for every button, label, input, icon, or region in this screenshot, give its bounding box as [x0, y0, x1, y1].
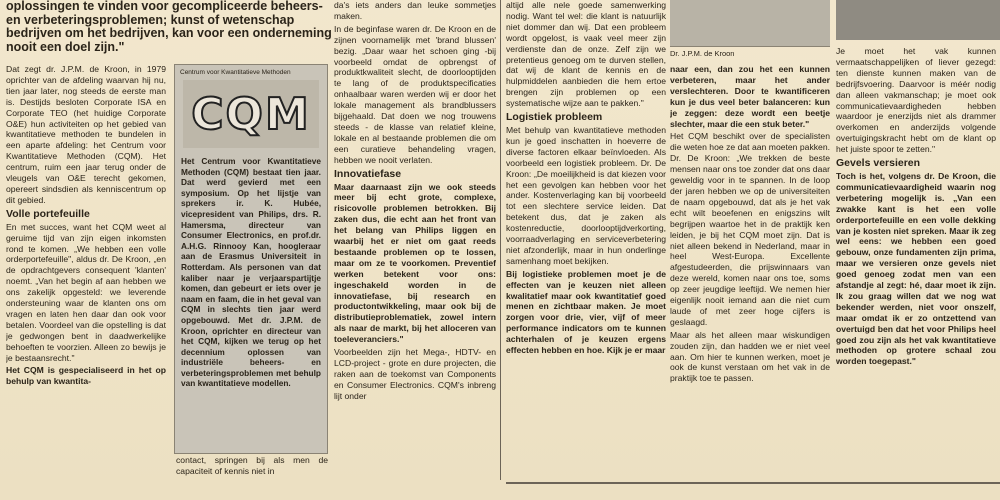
col3-paragraph-4: Voorbeelden zijn het Mega-, HDTV- en LCD-project - grote en dure projecten, die raken aan de toekomst van Components en Consumer Electronics. CQM's inbreng lijt onder: [334, 347, 496, 401]
column-3: [334, 0, 496, 500]
heading-logistiek-probleem: Logistiek probleem: [506, 111, 603, 124]
col6-paragraph-1: Je moet het vak kunnen vermaatschappelijken of liever gezegd: ten dienste kunnen maken van de bedrijfsvoering. Daarvoor is méér nodig dan alleen vakmanschap; je moet ook communicatievaardigheden hebben waardoor je enerzijds niet als drammer overkomen en anderzijds volgende overtuigingskracht hebt om de klant op het juiste spoor te zetten.": [836, 46, 996, 155]
col3-paragraph-1: da's iets anders dan leuke sommetjes maken.: [334, 0, 496, 21]
cqm-logo-text: CQM: [191, 88, 311, 140]
box-text: Het Centrum voor Kwantitatieve Methoden (CQM) bestaat tien jaar. Dat werd gevierd met een symposium. Op het lijstje van sprekers ir. K. Hubée, vicepresident van Philips, drs. R. Hamersma, directeur van Consumer Electronics, en prof.dr. A.H.G. Rinnooy Kan, hoogleraar aan de Erasmus Universiteit in Rotterdam. Als personen van dat kaliber naar je verjaarspartijtje komen, dan gebeurt er iets over je naam en faam, die in het geval van CQM in slechts tien jaar werd opgebouwd. Met dr. J.P.M. de Kroon, oprichter en directeur van het CQM, kijken we terug op het decennium oplossen van industriële beheers- en verbeteringsproblemen met behulp van kwantitatieve modellen.: [181, 156, 321, 389]
column-5: [670, 64, 830, 500]
box-label: Centrum voor Kwantitatieve Methoden: [180, 69, 291, 76]
col1-paragraph-3: Het CQM is gespecialiseerd in het op behulp van kwantita-: [6, 365, 166, 387]
col5-paragraph-2: Het CQM beschikt over de specialisten die weten hoe ze dat aan moeten pakken. Dr. De Kroon: „We trekken de beste mensen naar ons toe zonder dat ons daar geweldig voor in te spannen. In de loop der jaren hebben we op de universiteiten de naam opgebouwd, dat als je het vak echt wilt beoefenen en enigszins wilt begrijpen waartoe het in de praktijk ken leiden, je bij het CQM moet zijn. Dat is niet alleen bekend in Nederland, maar in heel West-Europa. Excellente afgestudeerden, die prijswinnaars van deze wereld, komen naar ons toe, soms op zeer jeugdige leeftijd. We nemen hier eigenlijk nooit iemand aan die niet cum laude of met zeer hoge cijfers is geslaagd.: [670, 131, 830, 327]
col1-paragraph-2: En met succes, want het CQM weet al geruime tijd van zijn eigen inkomsten rond te komen. „We hebben een volle orderportefeuille", aldus dr. De Kroon, „en de opdrachtgevers consequent 'klanten' noemt. „Van het begin af aan hebben we ons zakelijk opgesteld: we leverende ondersteuning waar de klanten ons om vragen en laten hen daar dan ook voor betalen. Voordeel van die opstelling is dat je gedwongen bent in daadwerkelijke behoeften te voorzien. Alleen zo bewijs je je bestaansrecht.": [6, 221, 166, 363]
column-6: [836, 46, 996, 500]
dark-photo-block: [836, 0, 1000, 40]
column-4: [506, 0, 666, 500]
col3-paragraph-2: In de beginfase waren dr. De Kroon en de zijnen voornamelijk met 'brand blussen' bezig. „Daar waar het schoen ging -bij voorbeeld omdat de opbrengst of produktkwaliteit slecht, de doorlooptijden te lang of de produktspecificaties onhaalbaar waren werden wij er door het lokale management als brandblussers bijgehaald. Dat doen we nog trouwens steeds - de klasse van relatief kleine, lokale en al bestaande problemen die om een curatieve behandeling vragen, hebben we nooit verlaten.: [334, 23, 496, 165]
col5-paragraph-1: naar een, dan zou het een kunnen verbeteren, maar het ander verslechteren. Door te kwantificeren kun je dus veel beter balanceren: kun je zeggen: deze wordt een beetje slechter, maar die een stuk beter.": [670, 64, 830, 129]
col4-paragraph-2: Met behulp van kwantitatieve methoden kun je goed inschatten in hoeverre de diverse factoren elkaar beïnvloeden. Als voorbeeld een logistiek probleem. Dr. De Kroon: „De moeilijkheid is dat kiezen voor het een gevolgen kan hebben voor het ander. Kostenverlaging kan bij voorbeeld tot een slechtere service leiden. Dat betekent dus, dat je zaken als kostenreductie, doorlooptijdverkorting, voorraadverlaging en serviceverbetering niet afzonderlijk, maar in hun onderlinge samenhang moet bekijken.: [506, 124, 666, 266]
bottom-rule: [506, 482, 1000, 484]
heading-volle-portefeuille: Volle portefeuille: [6, 207, 90, 220]
column-1: [6, 64, 166, 500]
col3-paragraph-3: Maar daarnaast zijn we ook steeds meer bij echt grote, complexe, risicovolle problemen betrokken. Bij zaken dus, die echt aan het front van het belang van Philips liggen en waarbij het er niet om gaat reeds bestaande problemen op te lossen, maar om ze te voorkomen. Preventief werken betekent voor ons: ingeschakeld worden in de innovatiefase, bij research en productontwikkeling, maar ook bij de distributieproblematiek, zowel intern als naar de markt, bij het alloceren van toeleveranciers.": [334, 181, 496, 345]
heading-gevels-versieren: Gevels versieren: [836, 157, 921, 170]
col4-paragraph-1: altijd alle nele goede samenwerking nodig. Want tel wel: die klant is natuurlijk niet dommer dan wij. Dat een probleem wordt opgelost, is vaak veel meer zijn verdienste dan de onze. Zelf zijn we pretentieus genoeg om te durven stellen, dat wij de klant de kennis en de hulpmiddelen aanbieden die hem ertoe brengen zijn problemen op een systematische wijze aan te pakken.": [506, 0, 666, 109]
cqm-info-box: [174, 64, 328, 454]
portrait-photo: [670, 0, 830, 47]
col5-paragraph-3: Maar als het alleen maar wiskundigen zouden zijn, dan hadden we er niet veel aan. Om hier te kunnen werken, moet je ook de kunst verstaan om het vak in de praktijk toe te passen.: [670, 329, 830, 384]
col1-paragraph-1: Dat zegt dr. J.P.M. de Kroon, in 1979 oprichter van de afdeling waarvan hij nu, tien jaar later, nog steeds de eerste man is. Destijds besloten Corporate ISA en Corporate TEO (het huidige Corporate O&E) hun activiteiten op het gebied van kwantitatieve methoden te bundelen in een aparte afdeling: het Centrum voor Kwantitatieve Methoden (CQM). Het centrum, ruim een jaar terug onder de vleugels van O&E terecht gekomen, opereert sindsdien als kenniscentrum op dit gebied.: [6, 64, 166, 205]
column-rule: [500, 0, 501, 480]
col6-paragraph-2: Toch is het, volgens dr. De Kroon, die communicatievaardigheid waarin nog verbetering mogelijk is. „Van een zwakke kant is het een volle orderportefeuille en een volle dekking van je kosten niet spreken. Maar ik zeg wel eens: we hebben een goed gebouw, onze fundamenten zijn prima, maar we versieren onze gevels niet goed genoeg zodat men van een afstandje al zegt: hé, daar moet ik zijn. Ik zou graag willen dat we nog wat bekender werden, niet voor onszelf, maar omdat ik er zo ontzettend van overtuigd ben dat het voor Philips heel goed zou zijn als het vak kwantitatieve methoden op grotere schaal zou worden toegepast.": [836, 170, 996, 367]
photo-caption: Dr. J.P.M. de Kroon: [670, 49, 735, 58]
heading-innovatiefase: Innovatiefase: [334, 167, 402, 180]
col4-paragraph-3: Bij logistieke problemen moet je de effecten van je keuzen niet alleen kwalitatief maar ook kwantitatief goed menen en zichtbaar maken. Je moet zorgen voor drie, vier, vijf of meer performance indicators om te kunnen achterhalen of je keuzen ergens effecten hebben en hoe. Kijk je er maar: [506, 268, 666, 356]
cqm-logo: [183, 80, 319, 148]
column-2: [176, 455, 328, 500]
intro-paragraph: oplossingen te vinden voor gecompliceerde beheers- en verbeteringsproblemen; kunst of wetenschap bedrijven om het bedrijven, kan voor een onderneming nooit een doel zijn.": [6, 0, 332, 54]
col2-paragraph: contact, springen bij als men de capaciteit of kennis niet in: [176, 455, 328, 476]
